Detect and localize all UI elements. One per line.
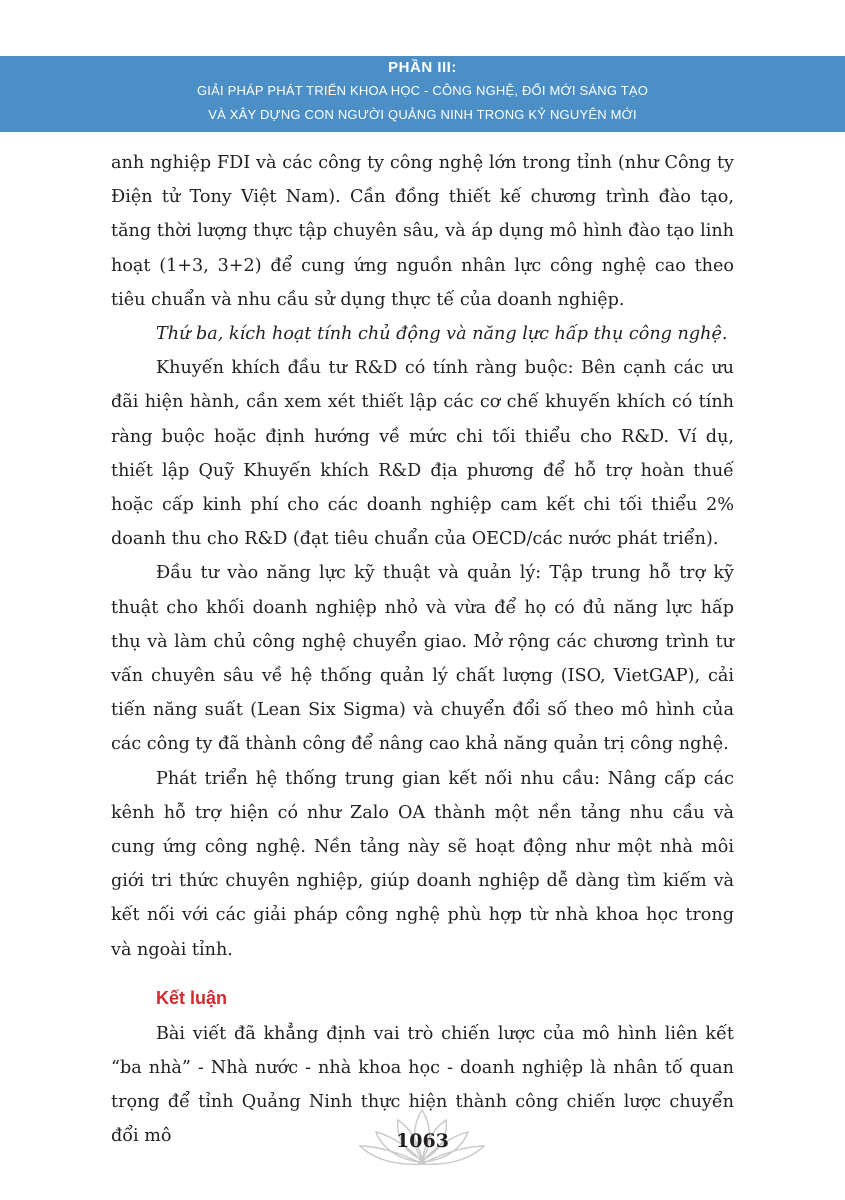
page-number-footer	[0, 1108, 845, 1178]
section-header-banner	[0, 56, 845, 132]
section-heading-conclusion: Kết luận	[156, 987, 228, 1008]
paragraph-technical-capacity: Đầu tư vào năng lực kỹ thuật và quản lý: Tập trung hỗ trợ kỹ thuật cho khối doanh nghiệp nhỏ và vừa để họ có đủ năng lực hấp thụ và làm chủ công nghệ chuyển giao. Mở rộng các chương trình tư vấn chuyên sâu về hệ thống quản lý chất lượng (ISO, VietGAP), cải tiến năng suất (Lean Six Sigma) và chuyển đổi số theo mô hình của các công ty đã thành công để nâng cao khả năng quản trị công nghệ.	[111, 563, 734, 755]
part-title: PHẦN III:	[388, 59, 457, 76]
body-text	[111, 146, 734, 1154]
part-subtitle-line-2: VÀ XÂY DỰNG CON NGƯỜI QUẢNG NINH TRONG KỶ NGUYÊN MỚI	[208, 107, 637, 122]
paragraph-continued: anh nghiệp FDI và các công ty công nghệ lớn trong tỉnh (như Công ty Điện tử Tony Việt Nam). Cần đồng thiết kế chương trình đào tạo, tăng thời lượng thực tập chuyên sâu, và áp dụng mô hình đào tạo linh hoạt (1+3, 3+2) để cung ứng nguồn nhân lực công nghệ cao theo tiêu chuẩn và nhu cầu sử dụng thực tế của doanh nghiệp.	[111, 153, 734, 310]
paragraph-italic-lead: Thứ ba, kích hoạt tính chủ động và năng lực hấp thụ công nghệ.	[156, 324, 728, 345]
paragraph-conclusion: Bài viết đã khẳng định vai trò chiến lược của mô hình liên kết “ba nhà” - Nhà nước - nhà khoa học - doanh nghiệp là nhân tố quan trọng để tỉnh Quảng Ninh thực hiện thành công chiến lược chuyển đổi mô	[111, 1023, 734, 1147]
paragraph-rd-investment: Khuyến khích đầu tư R&D có tính ràng buộc: Bên cạnh các ưu đãi hiện hành, cần xem xét thiết lập các cơ chế khuyến khích có tính ràng buộc hoặc định hướng về mức chi tối thiểu cho R&D. Ví dụ, thiết lập Quỹ Khuyến khích R&D địa phương để hỗ trợ hoàn thuế hoặc cấp kinh phí cho các doanh nghiệp cam kết chi tối thiểu 2% doanh thu cho R&D (đạt tiêu chuẩn của OECD/các nước phát triển).	[111, 358, 734, 550]
page-number: 1063	[396, 1130, 449, 1152]
paragraph-intermediary-system: Phát triển hệ thống trung gian kết nối nhu cầu: Nâng cấp các kênh hỗ trợ hiện có như Zalo OA thành một nền tảng nhu cầu và cung ứng công nghệ. Nền tảng này sẽ hoạt động như một nhà môi giới tri thức chuyên nghiệp, giúp doanh nghiệp dễ dàng tìm kiếm và kết nối với các giải pháp công nghệ phù hợp từ nhà khoa học trong và ngoài tỉnh.	[111, 768, 734, 960]
part-subtitle-line-1: GIẢI PHÁP PHÁT TRIỂN KHOA HỌC - CÔNG NGHỆ, ĐỔI MỚI SÁNG TẠO	[196, 83, 649, 98]
